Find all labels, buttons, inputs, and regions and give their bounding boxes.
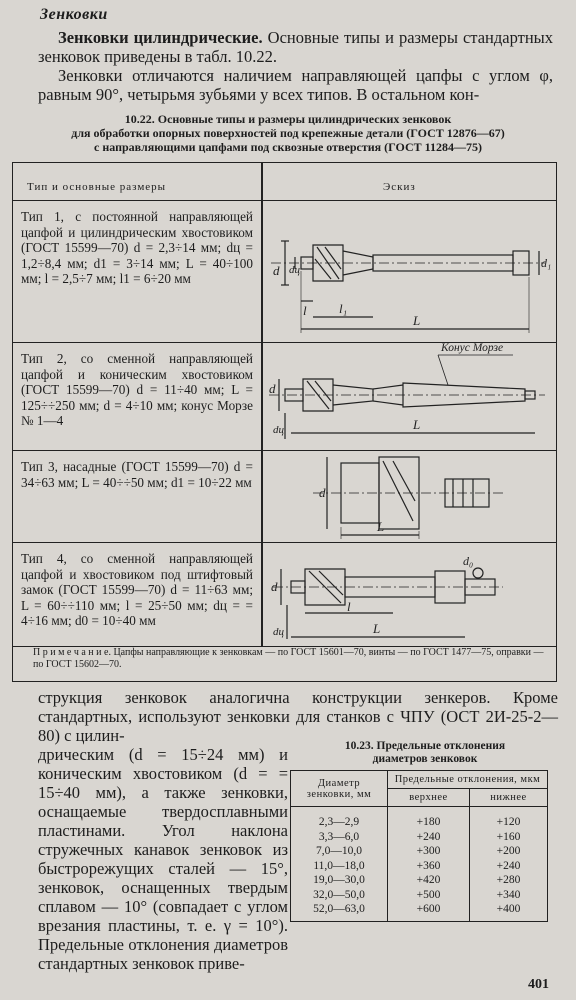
sketch-type-3 [263, 451, 553, 541]
table-cell-up: +300 [388, 844, 470, 859]
caption-line-1: 10.23. Предельные отклонения [344, 740, 506, 752]
table-cell-d: 32,0—50,0 [291, 888, 388, 903]
intro-paragraph-2: Зенковки отличаются наличием направляющей цапфы с углом φ, равным 90°, четырьмя зубьями у всех типов. В остальном кон- [38, 66, 553, 104]
header-sketch: Эскиз [383, 181, 416, 193]
dim-d: d [271, 579, 278, 594]
sketch-type-4 [263, 543, 553, 645]
sketch-type-2 [263, 343, 553, 449]
header-diameter: Диаметр зенковки, мм [291, 771, 388, 807]
table-row-type-3 [13, 451, 556, 543]
table-cell-d: 3,3—6,0 [291, 830, 388, 845]
dim-d: d [269, 381, 276, 396]
dim-d: d [319, 485, 326, 500]
table-10-23-caption [296, 740, 554, 766]
table-row [291, 830, 548, 845]
table-cell-d: 7,0—10,0 [291, 844, 388, 859]
dim-l: l [347, 599, 351, 614]
intro-paragraph-1 [38, 28, 553, 66]
table-cell-lo: +200 [469, 844, 547, 859]
table-cell-up: +240 [388, 830, 470, 845]
dim-l: l [303, 303, 307, 318]
dim-d0: d₀ [463, 554, 474, 568]
table-row [291, 902, 548, 921]
table-cell-lo: +340 [469, 888, 547, 903]
dim-L: L [373, 621, 381, 636]
caption-line-3: с направляющими цапфами под сквозные отверстия (ГОСТ 11284—75) [94, 140, 482, 154]
table-cell-lo: +240 [469, 859, 547, 874]
table-cell-up: +180 [388, 807, 470, 830]
table-row [291, 807, 548, 830]
header-lower: нижнее [469, 789, 547, 807]
header-upper: верхнее [388, 789, 470, 807]
dim-dc: dц [273, 424, 284, 436]
intro-text [38, 28, 553, 104]
table-cell-up: +500 [388, 888, 470, 903]
table-row-type-4 [13, 543, 556, 647]
dim-dc: dц [289, 264, 300, 276]
table-cell-d: 2,3—2,9 [291, 807, 388, 830]
table-cell-lo: +400 [469, 902, 547, 921]
table-10-23 [290, 770, 548, 922]
table-cell-up: +360 [388, 859, 470, 874]
row-text: Тип 2, со сменной направляющей цапфой и коническим хвостовиком (ГОСТ 15599—70) d = 11÷40 мм; L = 125÷÷250 мм; d = 4÷10 мм; конус Морзе № 1—4 [21, 351, 253, 429]
dim-l1: l₁ [339, 301, 348, 316]
intro-p1-rest: Основные типы и размеры стандартных зенковок приведены в табл. 10.22. [38, 28, 553, 66]
table-10-23-body [291, 807, 548, 922]
body-line-full: струкция зенковок аналогична конструкции зенкеров. Кроме стандартных, используют зенковки для станков с ЧПУ (ОСТ 2И-25-2—80) с цилин- [38, 688, 558, 745]
dim-dc: dц [273, 626, 284, 638]
table-cell-lo: +120 [469, 807, 547, 830]
table-cell-lo: +280 [469, 873, 547, 888]
dim-L: L [413, 417, 421, 432]
table-cell-up: +600 [388, 902, 470, 921]
table-note: П р и м е ч а н и е. Цапфы направляющие к зенковкам — по ГОСТ 15601—70, винты — по ГОСТ 1477—75, оправки — по ГОСТ 15602—70. [33, 647, 544, 670]
dim-d: d [273, 263, 280, 278]
dim-L: L [377, 519, 385, 534]
table-cell-d: 11,0—18,0 [291, 859, 388, 874]
table-row [291, 844, 548, 859]
row-text: Тип 3, насадные (ГОСТ 15599—70) d = 34÷63 мм; L = 40÷÷50 мм; d1 = 10÷22 мм [21, 459, 253, 490]
table-10-22-caption [14, 112, 562, 154]
caption-line-1: 10.22. Основные типы и размеры цилиндрических зенковок [124, 112, 452, 126]
table-row [291, 873, 548, 888]
sketch-label-morse: Конус Морзе [441, 343, 504, 354]
row-text: Тип 4, со сменной направляющей цапфой и хвостовиком под штифтовый замок (ГОСТ 15599—70) d = 11÷63 мм; L = 60÷÷110 мм; l = 25÷50 мм; dц = = 4÷16 мм; d0 = 10÷40 мм [21, 551, 253, 629]
table-row-type-1 [13, 201, 556, 343]
table-row-type-2 [13, 343, 556, 451]
dim-d1: d₁ [541, 256, 552, 270]
header-type: Тип и основные размеры [27, 181, 167, 193]
header-deviations: Предельные отклонения, мкм [388, 771, 548, 789]
table-row [291, 859, 548, 874]
row-text: Тип 1, с постоянной направляющей цапфой и цилиндрическим хвостовиком (ГОСТ 15599—70) d = 2,3÷14 мм; dц = 1,2÷8,4 мм; d1 = 3÷14 мм; L = 40÷100 мм; l = 2,5÷7 мм; l1 = 6÷20 мм [21, 209, 253, 287]
table-header [13, 163, 556, 201]
section-title: Зенковки [40, 6, 108, 23]
intro-bold-term: Зенковки цилиндрические. [58, 28, 263, 47]
body-narrow-column: дрическим (d = 15÷24 мм) и коническим хвостовиком (d = = 15÷40 мм), а также зенковки, оснащаемые твердосплавными пластинами. Угол наклона стружечных канавок зенковок из быстрорежущих сталей — 15°, зенковок, оснащенных твердым сплавом — 10° (совпадает с углом врезания пластины, т. е. γ = 10°). Предельные отклонения диаметров стандартных зенковок приве- [38, 745, 288, 973]
table-cell-d: 19,0—30,0 [291, 873, 388, 888]
dim-L: L [413, 313, 421, 328]
caption-line-2: диаметров зенковок [372, 753, 478, 765]
table-row [291, 888, 548, 903]
table-cell-up: +420 [388, 873, 470, 888]
page-number: 401 [528, 977, 549, 992]
table-cell-d: 52,0—63,0 [291, 902, 388, 921]
table-10-22 [12, 162, 557, 682]
sketch-type-1 [263, 201, 553, 341]
caption-line-2: для обработки опорных поверхностей под крепежные детали (ГОСТ 12876—67) [71, 126, 505, 140]
table-cell-lo: +160 [469, 830, 547, 845]
